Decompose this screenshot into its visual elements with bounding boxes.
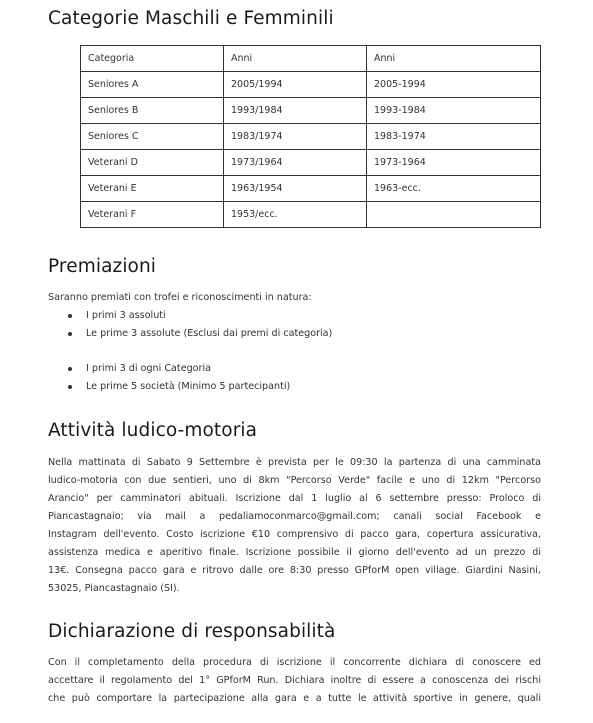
- table-cell: Seniores C: [81, 124, 224, 150]
- awards-list-categories: [68, 360, 290, 396]
- paragraph-line: 53025, Piancastagnaio (SI).: [48, 583, 180, 594]
- table-cell: 1963/1954: [224, 176, 367, 202]
- paragraph-line: assistenza medica e aperitivo finale. Iscrizione possibile il giorno dell'evento ad un prezzo di: [48, 547, 541, 558]
- table-cell: 1993-1984: [367, 98, 541, 124]
- categories-heading: Categorie Maschili e Femminili: [48, 8, 334, 29]
- table-row: [81, 150, 541, 176]
- table-cell: Veterani F: [81, 202, 224, 228]
- table-cell: 2005-1994: [367, 72, 541, 98]
- declaration-paragraph: [48, 654, 541, 708]
- table-cell: Seniores B: [81, 98, 224, 124]
- bullet-icon: [68, 385, 72, 389]
- declaration-heading: Dichiarazione di responsabilità: [48, 621, 336, 642]
- table-header-cell: Anni: [367, 46, 541, 72]
- activity-paragraph: [48, 454, 541, 598]
- table-cell: [367, 202, 541, 228]
- list-item: [68, 325, 332, 343]
- list-item-text: I primi 3 di ogni Categoria: [86, 363, 212, 374]
- list-item-text: Le prime 3 assolute (Esclusi dai premi di categoria): [86, 328, 333, 339]
- table-row: [81, 72, 541, 98]
- table-header-cell: Categoria: [81, 46, 224, 72]
- list-item-text: I primi 3 assoluti: [86, 310, 166, 321]
- table-header-row: [81, 46, 541, 72]
- paragraph-line: Piancastagnaio; via mail a pedaliamoconmarco@gmail.com; canali social Facebook e: [48, 511, 541, 522]
- table-header-cell: Anni: [224, 46, 367, 72]
- table-row: [81, 176, 541, 202]
- table-cell: 1983/1974: [224, 124, 367, 150]
- table-cell: 1963-ecc.: [367, 176, 541, 202]
- table-row: [81, 202, 541, 228]
- awards-intro: Saranno premiati con trofei e riconoscimenti in natura:: [48, 292, 312, 303]
- awards-heading: Premiazioni: [48, 256, 157, 277]
- table-cell: 1993/1984: [224, 98, 367, 124]
- paragraph-line: Nella mattinata di Sabato 9 Settembre è prevista per le 09:30 la partenza di una camminata: [48, 457, 541, 468]
- table-cell: 1953/ecc.: [224, 202, 367, 228]
- table-cell: Seniores A: [81, 72, 224, 98]
- table-cell: Veterani D: [81, 150, 224, 176]
- table-cell: 2005/1994: [224, 72, 367, 98]
- paragraph-line: Instagram dell'evento. Costo iscrizione €10 comprensivo di pacco gara, copertura assicurativa,: [48, 529, 541, 540]
- list-item: [68, 307, 332, 325]
- bullet-icon: [68, 332, 72, 336]
- table-row: [81, 124, 541, 150]
- list-item-text: Le prime 5 società (Minimo 5 partecipanti): [86, 381, 291, 392]
- activity-heading: Attività ludico-motoria: [48, 420, 258, 441]
- paragraph-line: Con il completamento della procedura di iscrizione il concorrente dichiara di conoscere ed: [48, 657, 541, 668]
- table-cell: 1973-1964: [367, 150, 541, 176]
- categories-table: [80, 45, 541, 228]
- paragraph-line: Arancio" per camminatori abituali. Iscrizione dal 1 luglio al 6 settembre presso: Proloco di: [48, 493, 541, 504]
- paragraph-line: che può comportare la partecipazione alla gara e a tutte le attività sportive in genere, quali: [48, 693, 541, 704]
- paragraph-line: ludico-motoria con due sentieri, uno di 8km "Percorso Verde" facile e uno di 12km "Percorso: [48, 475, 541, 486]
- table-cell: 1973/1964: [224, 150, 367, 176]
- bullet-icon: [68, 314, 72, 318]
- table-cell: Veterani E: [81, 176, 224, 202]
- list-item: [68, 360, 290, 378]
- table-row: [81, 98, 541, 124]
- awards-list-overall: [68, 307, 332, 343]
- bullet-icon: [68, 367, 72, 371]
- paragraph-line: accettare il regolamento del 1° GPforM Run. Dichiara inoltre di essere a conoscenza dei rischi: [48, 675, 541, 686]
- table-cell: 1983-1974: [367, 124, 541, 150]
- list-item: [68, 378, 290, 396]
- paragraph-line: 13€. Consegna pacco gara e ritrovo dalle ore 8:30 presso GPforM open village. Giardini Nasini,: [48, 565, 541, 576]
